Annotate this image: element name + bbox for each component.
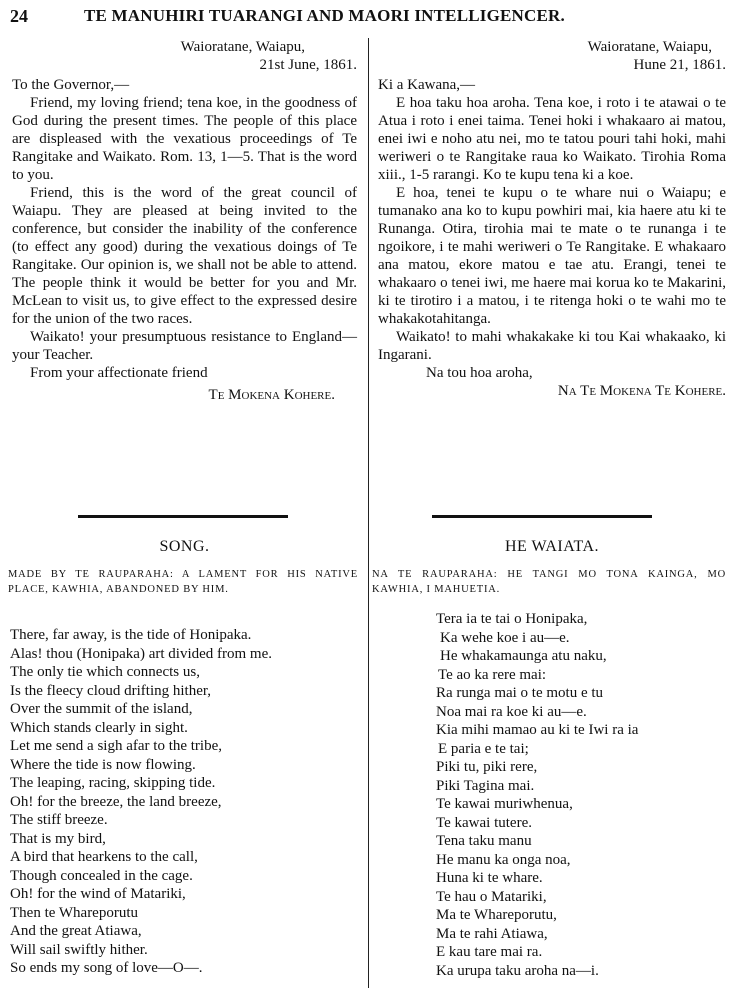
verse-line: That is my bird, bbox=[10, 830, 106, 847]
english-song-verse bbox=[10, 626, 360, 978]
letter-paragraph: Waikato! to mahi whakakake ki tou Kai whakaako, ki Ingarani. bbox=[378, 329, 726, 363]
verse-line: And the great Atiawa, bbox=[10, 923, 142, 939]
verse-line: Where the tide is now flowing. bbox=[10, 756, 196, 773]
verse-line: Over the summit of the island, bbox=[10, 701, 193, 717]
letter-place: Waioratane, Waiapu, bbox=[180, 39, 305, 55]
section-divider bbox=[78, 515, 288, 518]
letter-closing: From your affectionate friend bbox=[30, 365, 208, 381]
verse-line: Tera ia te tai o Honipaka, bbox=[436, 611, 588, 627]
verse-line: Kia mihi mamao au ki te Iwi ra ia bbox=[436, 722, 639, 738]
letter-paragraph: Friend, my loving friend; tena koe, in the goodness of God during the present times. The people of this place are displeased with the vexatious proceedings of Te Rangitake and Waikato. Rom. 13, 1—5. That is the word to you. bbox=[12, 95, 357, 183]
page-header bbox=[0, 4, 734, 28]
verse-line: Ka wehe koe i au—e. bbox=[440, 629, 570, 646]
verse-line: There, far away, is the tide of Honipaka. bbox=[10, 627, 252, 643]
verse-line: He manu ka onga noa, bbox=[436, 851, 571, 868]
letter-date: 21st June, 1861. bbox=[259, 57, 357, 73]
verse-line: Though concealed in the cage. bbox=[10, 867, 193, 884]
song-title: SONG. bbox=[159, 538, 210, 555]
verse-line: Will sail swiftly hither. bbox=[10, 941, 148, 958]
verse-line: The stiff breeze. bbox=[10, 812, 108, 828]
verse-line: Ma te rahi Atiawa, bbox=[436, 925, 548, 942]
verse-line: Huna ki te whare. bbox=[436, 870, 543, 886]
verse-line: He whakamaunga atu naku, bbox=[440, 648, 607, 664]
verse-line: So ends my song of love—O—. bbox=[10, 960, 203, 976]
verse-line: Ma te Whareporutu, bbox=[436, 907, 557, 923]
verse-line: Ra runga mai o te motu e tu bbox=[436, 685, 604, 701]
verse-line: Oh! for the wind of Matariki, bbox=[10, 886, 186, 902]
page-number: 24 bbox=[10, 6, 28, 26]
verse-line: Is the fleecy cloud drifting hither, bbox=[10, 682, 211, 699]
verse-line: Tena taku manu bbox=[436, 833, 532, 849]
english-letter bbox=[12, 38, 357, 404]
verse-line: E kau tare mai ra. bbox=[436, 944, 543, 960]
letter-paragraph: E hoa, tenei te kupu o te whare nui o Waiapu; e tumanako ana ko to kupu powhiri mai, kia haere atu ki te Runanga. Otira, tirohia mai te mate o te runanga i te ngoikore, i te mahi weriweri o Te Rangitake. E whakaaro ana matou, ekore matou e tae atu. Erangi, tenei te whakaaro o tenei iwi, me haere mai korua ko te Makarini, ki te tirotiro i a matou, i te ritenga hoki o te wahi mo te whakakotahitanga. bbox=[378, 185, 726, 327]
letter-paragraph: E hoa taku hoa aroha. Tena koe, i roto i te atawai o te Atua i roto i enei taima. Tenei hoki i whakaaro ai matou, enei iwi e noho atu nei, mo te tatou pouri tahi hoki, mahi weriweri o te Rangitake raua ko Waikato. Tirohia Roma xiii., 1-5 rarangi. Ko te kupu tena ki a koe. bbox=[378, 95, 726, 183]
section-divider bbox=[432, 515, 652, 518]
letter-paragraph: Friend, this is the word of the great council of Waiapu. They are pleased at being invited to the conference, but consider the inability of the conference (to effect any good) during the vexatious doings of Te Rangitake. Our opinion is, we shall not be able to attend. The people think it would be better for you and Mr. McLean to visit us, to give effect to the expressed desire for the union of the two races. bbox=[12, 185, 357, 327]
verse-line: Piki Tagina mai. bbox=[436, 777, 535, 794]
running-head: TE MANUHIRI TUARANGI AND MAORI INTELLIGENCER. bbox=[84, 6, 565, 25]
letter-salutation: Ki a Kawana,— bbox=[378, 77, 476, 93]
verse-line: Te kawai muriwhenua, bbox=[436, 796, 573, 812]
letter-closing: Na tou hoa aroha, bbox=[426, 365, 533, 381]
verse-line: Let me send a sigh afar to the tribe, bbox=[10, 738, 223, 754]
maori-letter bbox=[378, 38, 726, 400]
verse-line: The leaping, racing, skipping tide. bbox=[10, 775, 216, 791]
song-subtitle: MADE BY TE RAUPARAHA: A LAMENT FOR HIS NATIVE PLACE, KAWHIA, ABANDONED BY HIM. bbox=[8, 569, 358, 595]
verse-line: Te ao ka rere mai: bbox=[438, 666, 547, 683]
letter-paragraph: Waikato! your presumptuous resistance to England—your Teacher. bbox=[12, 329, 357, 363]
verse-line: Which stands clearly in sight. bbox=[10, 719, 188, 736]
verse-line: Then te Whareporutu bbox=[10, 904, 139, 921]
verse-line: Noa mai ra koe ki au—e. bbox=[436, 703, 587, 720]
verse-line: A bird that hearkens to the call, bbox=[10, 849, 198, 865]
verse-line: Te hau o Matariki, bbox=[436, 888, 547, 905]
song-title: HE WAIATA. bbox=[504, 538, 600, 555]
verse-line: E paria e te tai; bbox=[438, 740, 529, 757]
letter-date: Hune 21, 1861. bbox=[633, 57, 726, 73]
verse-line: Ka urupa taku aroha na—i. bbox=[436, 962, 599, 979]
song-subtitle: NA TE RAUPARAHA: HE TANGI MO TONA KAINGA, MO KAWHIA, I MAHUETIA. bbox=[372, 569, 726, 595]
letter-salutation: To the Governor,— bbox=[12, 77, 130, 93]
column-rule bbox=[368, 38, 369, 988]
letter-signature: Te Mokena Kohere. bbox=[208, 387, 335, 403]
letter-signature: Na Te Mokena Te Kohere. bbox=[557, 383, 726, 399]
verse-line: The only tie which connects us, bbox=[10, 664, 200, 680]
verse-line: Te kawai tutere. bbox=[436, 814, 532, 831]
verse-line: Piki tu, piki rere, bbox=[436, 759, 538, 775]
verse-line: Oh! for the breeze, the land breeze, bbox=[10, 793, 222, 810]
maori-song-verse bbox=[436, 610, 726, 980]
letter-place: Waioratane, Waiapu, bbox=[587, 39, 712, 55]
verse-line: Alas! thou (Honipaka) art divided from me. bbox=[10, 645, 273, 662]
